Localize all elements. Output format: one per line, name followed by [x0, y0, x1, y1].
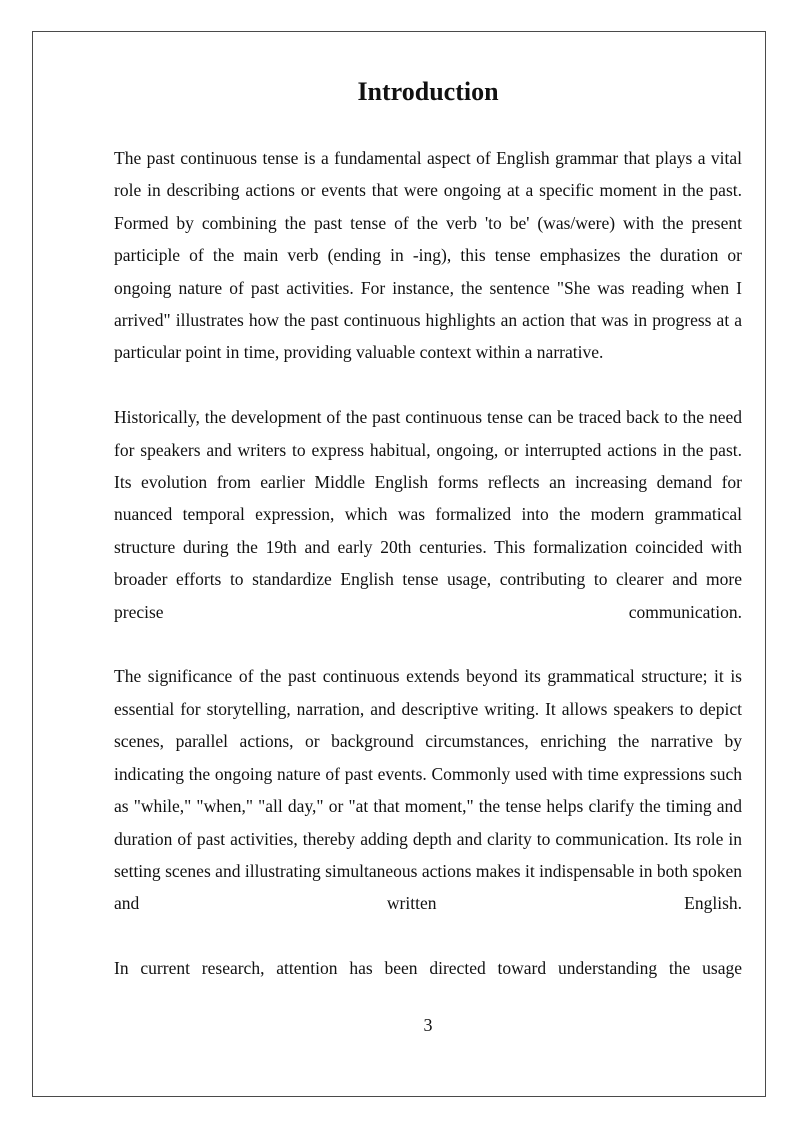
paragraph-gap: [114, 920, 742, 952]
paragraph-gap: [114, 628, 742, 660]
page-number: 3: [423, 1015, 433, 1035]
paragraph-4-clip: [114, 952, 742, 984]
paragraph-3: The significance of the past continuous extends beyond its grammatical structure; it is essential for storytelling, narration, and descriptive writing. It allows speakers to depict scenes, parallel actions, or background circumstances, enriching the narrative by indicating the ongoing nature of past events. Commonly used with time expressions such as "while," "when," "all day," or "at that moment," the tense helps clarify the timing and duration of past activities, thereby adding depth and clarity to communication. Its role in setting scenes and illustrating simultaneous actions makes it indispensable in both spoken and written English.: [114, 666, 742, 914]
body-text: [114, 142, 742, 985]
paragraph-1: The past continuous tense is a fundamental aspect of English grammar that plays a vital role in describing actions or events that were ongoing at a specific moment in the past. Formed by combining the past tense of the verb 'to be' (was/were) with the present participle of the main verb (ending in -ing), this tense emphasizes the duration or ongoing nature of past activities. For instance, the sentence "She was reading when I arrived" illustrates how the past continuous highlights an action that was in progress at a particular point in time, providing valuable context within a narrative.: [114, 148, 742, 363]
paragraph-gap: [114, 369, 742, 401]
paragraph-2: Historically, the development of the past continuous tense can be traced back to the need for speakers and writers to express habitual, ongoing, or interrupted actions in the past. Its evolution from earlier Middle English forms reflects an increasing demand for nuanced temporal expression, which was formalized into the modern grammatical structure during the 19th and early 20th centuries. This formalization coincided with broader efforts to standardize English tense usage, contributing to clearer and more precise communication.: [114, 407, 742, 622]
page-title: Introduction: [357, 77, 499, 106]
paragraph-4: In current research, attention has been directed toward understanding the usage: [114, 958, 742, 979]
